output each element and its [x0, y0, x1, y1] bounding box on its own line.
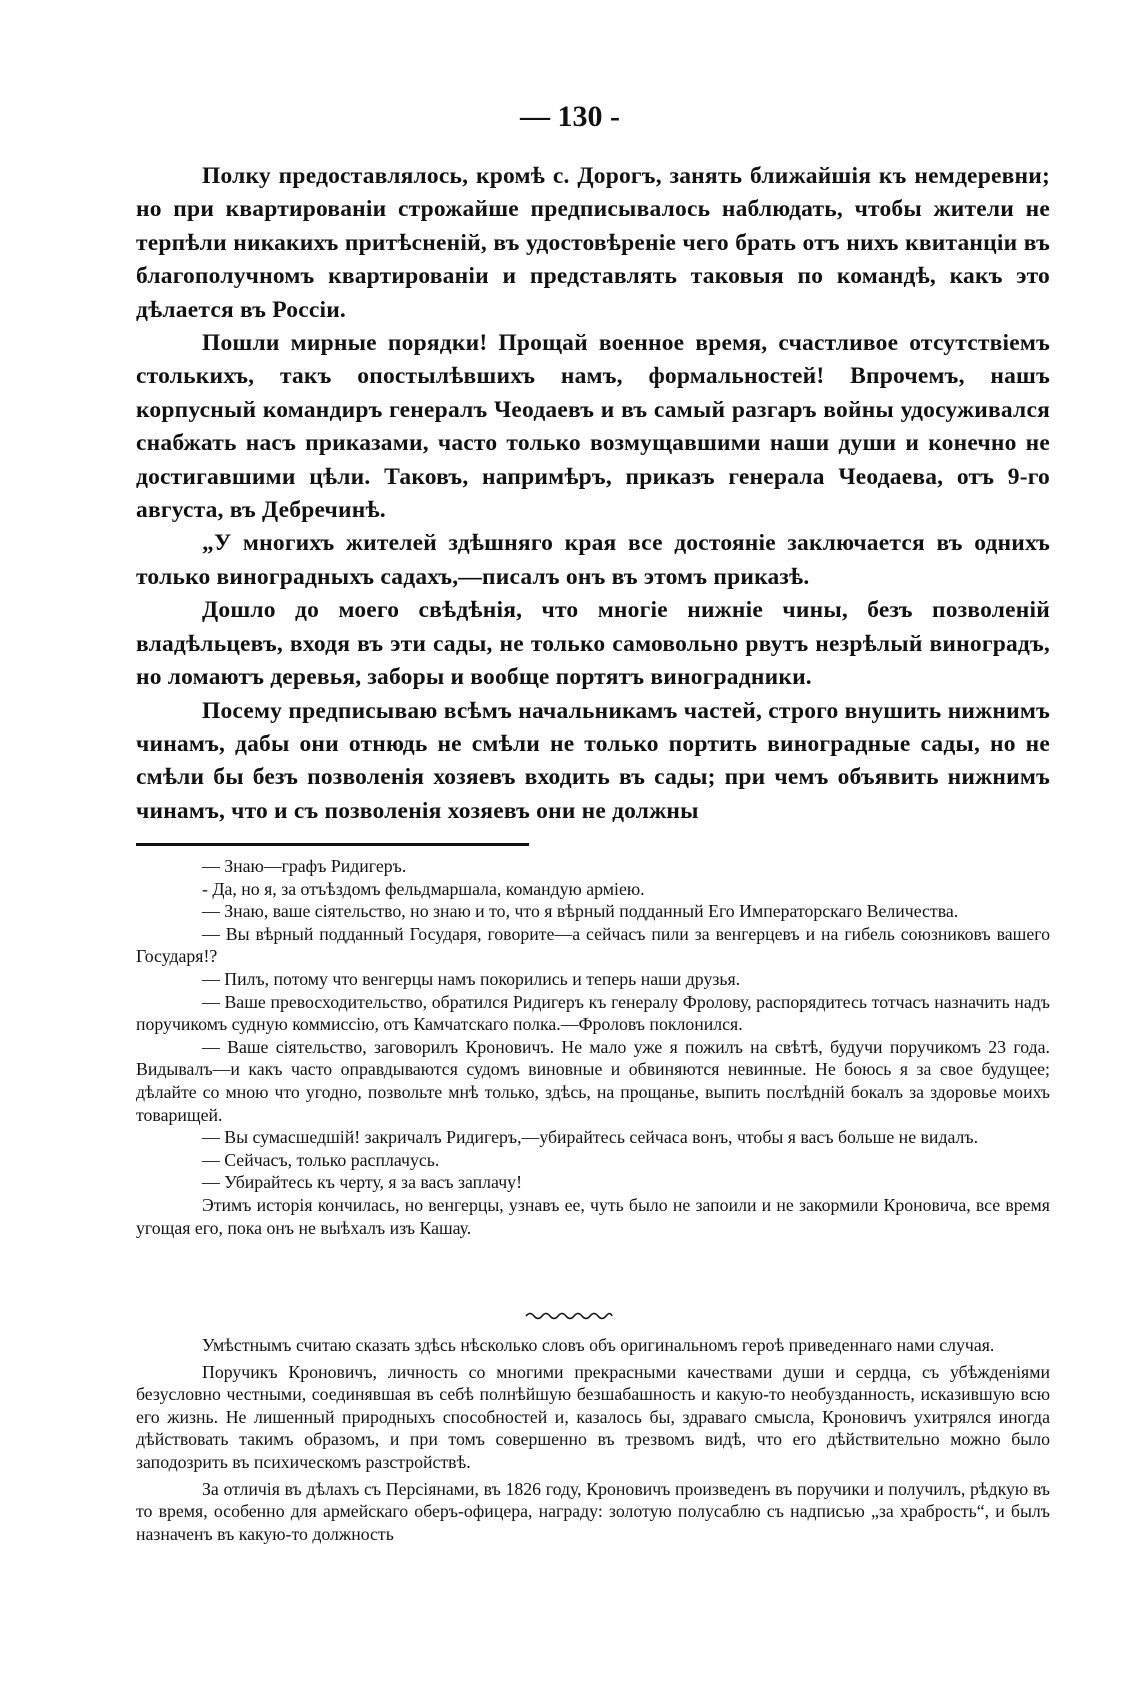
footnote-line: Этимъ исторія кончилась, но венгерцы, узнавъ ее, чуть было не запоили и не закормили Кроновича, все время угощая его, пока онъ не выѣхалъ изъ Кашау.	[136, 1194, 1050, 1238]
page-number: — 130 -	[520, 100, 620, 133]
footnote-line: — Ваше превосходительство, обратился Ридигеръ къ генералу Фролову, распорядитесь тотчасъ назначить надъ поручикомъ судную коммиссію, отъ Камчатскаго полка.—Фроловъ поклонился.	[136, 991, 1050, 1035]
main-paragraph: „У многихъ жителей здѣшняго края все достояніе заключается въ однихъ только виноградныхъ садахъ,—писалъ онъ въ этомъ приказѣ.	[136, 530, 1050, 590]
main-text	[136, 160, 1050, 828]
main-paragraph: Дошло до моего свѣдѣнія, что многіе нижніе чины, безъ позволеній владѣльцевъ, входя въ эти сады, не только самовольно рвутъ незрѣлый виноградъ, но ломаютъ деревья, заборы и вообще портятъ виноградники.	[136, 597, 1050, 691]
main-paragraph: Посему предписываю всѣмъ начальникамъ частей, строго внушить нижнимъ чинамъ, дабы они отнюдь не смѣли не только портить виноградные сады, но не смѣли бы безъ позволенія хозяевъ входить въ сады; при чемъ объявить нижнимъ чинамъ, что и съ позволенія хозяевъ они не должны	[136, 697, 1050, 824]
footnote-paragraph: Умѣстнымъ считаю сказать здѣсь нѣсколько словъ объ оригинальномъ героѣ приведеннаго нами случая.	[202, 1335, 995, 1355]
footnote-line: — Вы сумасшедшій! закричалъ Ридигеръ,—убирайтесь сейчаса вонъ, чтобы я васъ больше не видалъ.	[202, 1127, 979, 1148]
footnote-paragraph: Поручикъ Кроновичъ, личность со многими прекрасными качествами души и сердца, съ убѣжденіями безусловно честными, соединявшая въ себѣ полнѣйшую безшабашность и какую-то необузданность, исказившую всю его жизнь. Не лишенный природныхъ способностей и, казалось бы, здраваго смысла, Кроновичъ ухитрялся иногда дѣйствовать такимъ образомъ, и при томъ совершенно въ трезвомъ видѣ, что его дѣйствительно можно было заподозрить въ психическомъ разстройствѣ.	[136, 1361, 1050, 1472]
main-paragraph: Пошли мирные порядки! Прощай военное время, счастливое отсутствіемъ столькихъ, такъ опостылѣвшихъ намъ, формальностей! Впрочемъ, нашъ корпусный командиръ генералъ Чеодаевъ и въ самый разгаръ войны удосуживался снабжать насъ приказами, часто только возмущавшими наши души и конечно не достигавшими цѣли. Таковъ, напримѣръ, приказъ генерала Чеодаева, отъ 9-го августа, въ Дебречинѣ.	[136, 330, 1050, 524]
footnote-line: — Знаю, ваше сіятельство, но знаю и то, что я вѣрный подданный Его Императорскаго Величества.	[202, 901, 959, 922]
footnotes	[136, 855, 1050, 1239]
footnote-line: — Знаю—графъ Ридигеръ.	[202, 856, 407, 876]
footnote-paragraph: За отличія въ дѣлахъ съ Персіянами, въ 1826 году, Кроновичъ произведенъ въ поручики и получилъ, рѣдкую въ то время, особенно для армейскаго оберъ-офицера, награду: золотую полусаблю съ надписью „за храбрость“, и былъ назначенъ въ какую-то должность	[136, 1478, 1050, 1544]
footnote-line: — Пилъ, потому что венгерцы намъ покорились и теперь наши друзья.	[202, 968, 741, 989]
footnotes-continued	[136, 1334, 1050, 1549]
footnote-line: — Ваше сіятельство, заговорилъ Кроновичъ. Не мало уже я пожилъ на свѣтѣ, будучи поручикомъ 23 года. Видывалъ—и какъ часто оправдываются судомъ виновные и обвиняются невинные. Не боюсь я за свое будущее; дѣлайте со мною что угодно, позвольте мнѣ только, здѣсь, на прощанье, выпить послѣдній бокалъ за здоровье моихъ товарищей.	[136, 1036, 1050, 1125]
footnote-line: — Сейчасъ, только расплачусь.	[202, 1149, 440, 1170]
footnote-line: — Вы вѣрный подданный Государя, говорите—а сейчасъ пили за венгерцевъ и на гибель союзниковъ вашего Государя!?	[136, 923, 1050, 967]
wavy-ornament-divider	[524, 1310, 614, 1322]
main-paragraph: Полку предоставлялось, кромѣ с. Дорогъ, занять ближайшія къ немдеревни; но при квартированіи строжайше предписывалось наблюдать, чтобы жители не терпѣли никакихъ притѣсненій, въ удостовѣреніе чего брать отъ нихъ квитанціи въ благополучномъ квартированіи и представлять таковыя по командѣ, какъ это дѣлается въ Россіи.	[136, 163, 1050, 323]
footnote-separator	[136, 843, 529, 846]
footnote-line: — Убирайтесь къ черту, я за васъ заплачу!	[202, 1172, 522, 1193]
footnote-line: - Да, но я, за отъѣздомъ фельдмаршала, командую арміею.	[202, 878, 645, 899]
